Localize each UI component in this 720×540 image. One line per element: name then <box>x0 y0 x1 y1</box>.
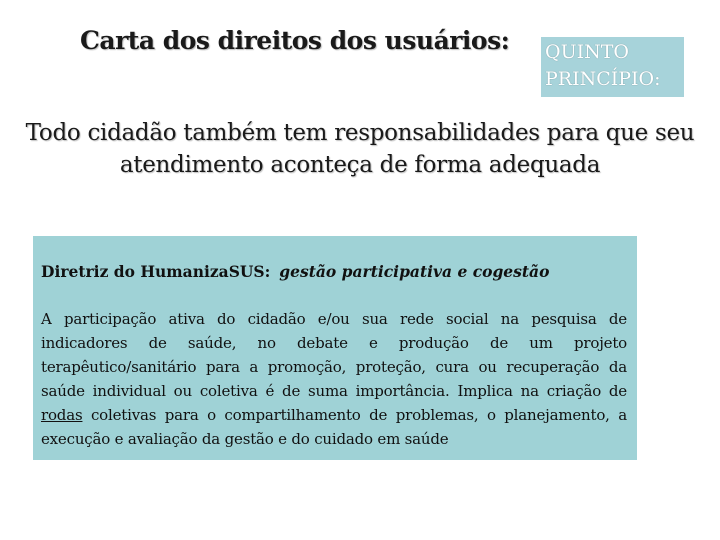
principle-badge-line-1: QUINTO <box>545 41 629 63</box>
body-text-underlined: rodas <box>41 406 83 424</box>
slide-title: Carta dos direitos dos usuários: <box>80 26 510 55</box>
directive-label: Diretriz do HumanizaSUS: <box>41 262 271 281</box>
directive-value: gestão participativa e cogestão <box>279 262 550 281</box>
subtitle-line-2: atendimento aconteça de forma adequada <box>119 152 601 178</box>
body-text-end: coletivas para o compartilhamento de problemas, o planejamento, a execução e avaliação da gestão e do cuidado em saúde <box>41 406 627 448</box>
subtitle-line-1: Todo cidadão também tem responsabilidades para que seu <box>25 120 695 146</box>
body-text-start: A participação ativa do cidadão e/ou sua rede social na pesquisa de indicadores de saúde, no debate e produção de um projeto terapêutico/sanitário para a promoção, proteção, cura ou recuperação da saúde individual ou coletiva é de suma importância. Implica na criação de <box>41 310 627 400</box>
body-paragraph <box>41 307 627 451</box>
principle-badge <box>541 37 684 97</box>
content-box <box>33 236 637 460</box>
directive-line <box>41 262 627 281</box>
principle-badge-line-2: PRINCÍPIO: <box>545 68 661 90</box>
subtitle <box>20 117 700 181</box>
